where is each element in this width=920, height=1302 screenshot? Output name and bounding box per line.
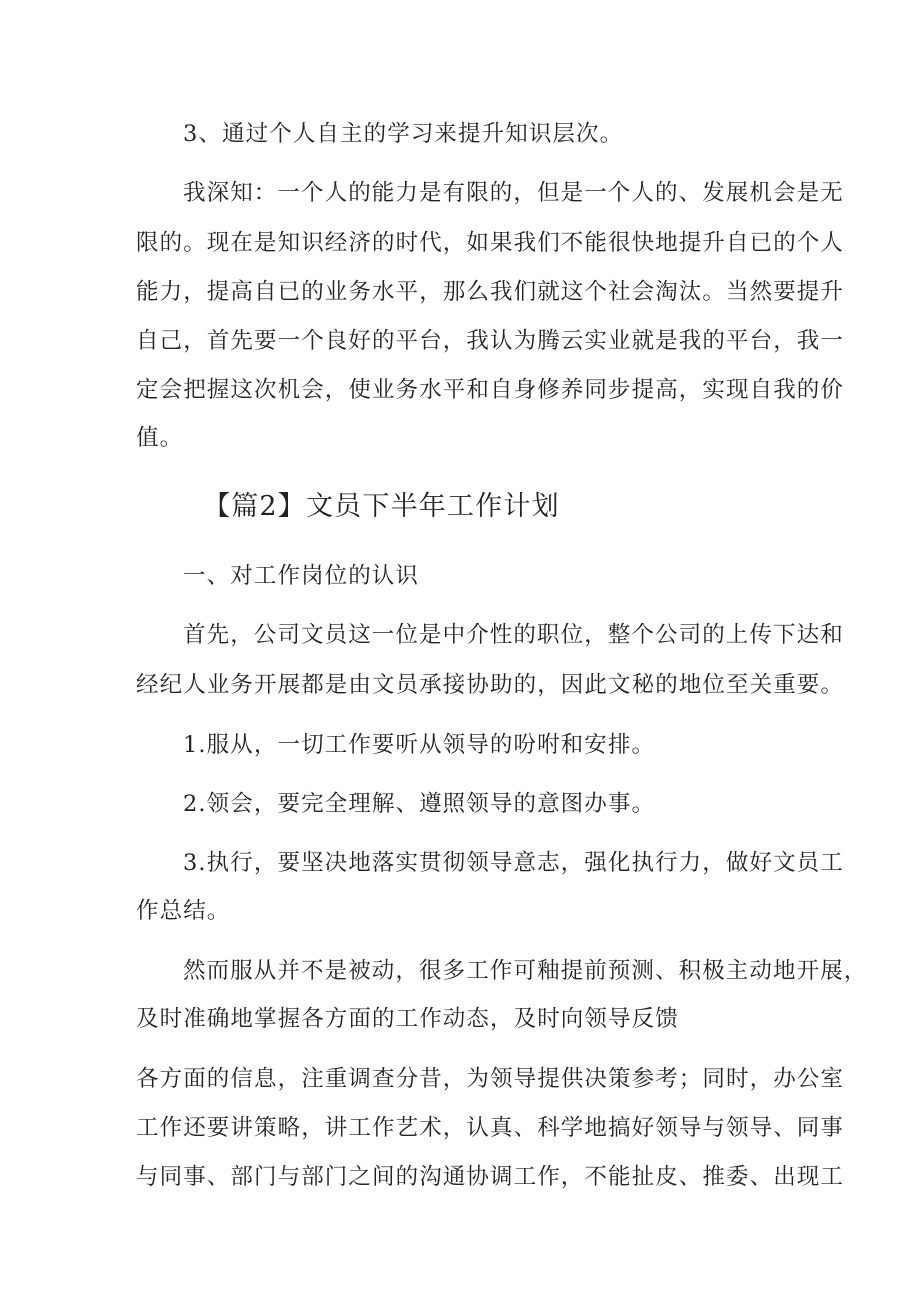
paragraph-line: 值。: [136, 425, 184, 451]
paragraph-line: 我深知：一个人的能力是有限的，但是一个人的、发展机会是无: [183, 180, 844, 206]
paragraph-line: 工作还要讲策略，讲工作艺术，认真、科学地搞好领导与领导、同事: [136, 1115, 845, 1141]
paragraph-line: 各方面的信息，注重调查分昔，为领导提供决策参考；同时，办公室: [136, 1066, 845, 1092]
paragraph-line: 能力，提高自已的业务水平，那么我们就这个社会淘汰。当然要提升: [136, 279, 845, 305]
paragraph-line: 限的。现在是知识经济的时代，如果我们不能很快地提升自已的个人: [136, 230, 845, 256]
list-item-3: 3.执行，要坚决地落实贯彻领导意志，强化执行力，做好文员工: [183, 850, 844, 876]
paragraph-line: 经纪人业务开展都是由文员承接协助的，因此文秘的地位至关重要。: [136, 672, 845, 698]
list-item-3-knowledge: 3、通过个人自主的学习来提升知识层次。: [183, 121, 624, 147]
paragraph-line: 自己，首先要一个良好的平台，我认为腾云实业就是我的平台，我一: [136, 328, 845, 354]
paragraph-line: 及时准确地掌握各方面的工作动态，及时向领导反馈: [136, 1006, 679, 1032]
list-item-1: 1.服从，一切工作要听从领导的吩咐和安排。: [183, 732, 656, 758]
list-item-3-continued: 作总结。: [136, 898, 231, 924]
paragraph-line: 与同事、部门与部门之间的沟通协调工作，不能扯皮、推委、出现工: [136, 1164, 845, 1190]
paragraph-line: 首先，公司文员这一位是中介性的职位，整个公司的上传下达和: [183, 622, 844, 648]
paragraph-line: 定会把握这次机会，使业务水平和自身修养同步提高，实现自我的价: [136, 377, 845, 403]
paragraph-line: 然而服从并不是被动，很多工作可釉提前预测、积极主动地开展，: [183, 958, 868, 984]
list-item-2: 2.领会，要完全理解、遵照领导的意图办事。: [183, 791, 656, 817]
subheading-job-understanding: 一、对工作岗位的认识: [183, 563, 420, 589]
section-title: 【篇2】文员下半年工作计划: [203, 491, 560, 522]
